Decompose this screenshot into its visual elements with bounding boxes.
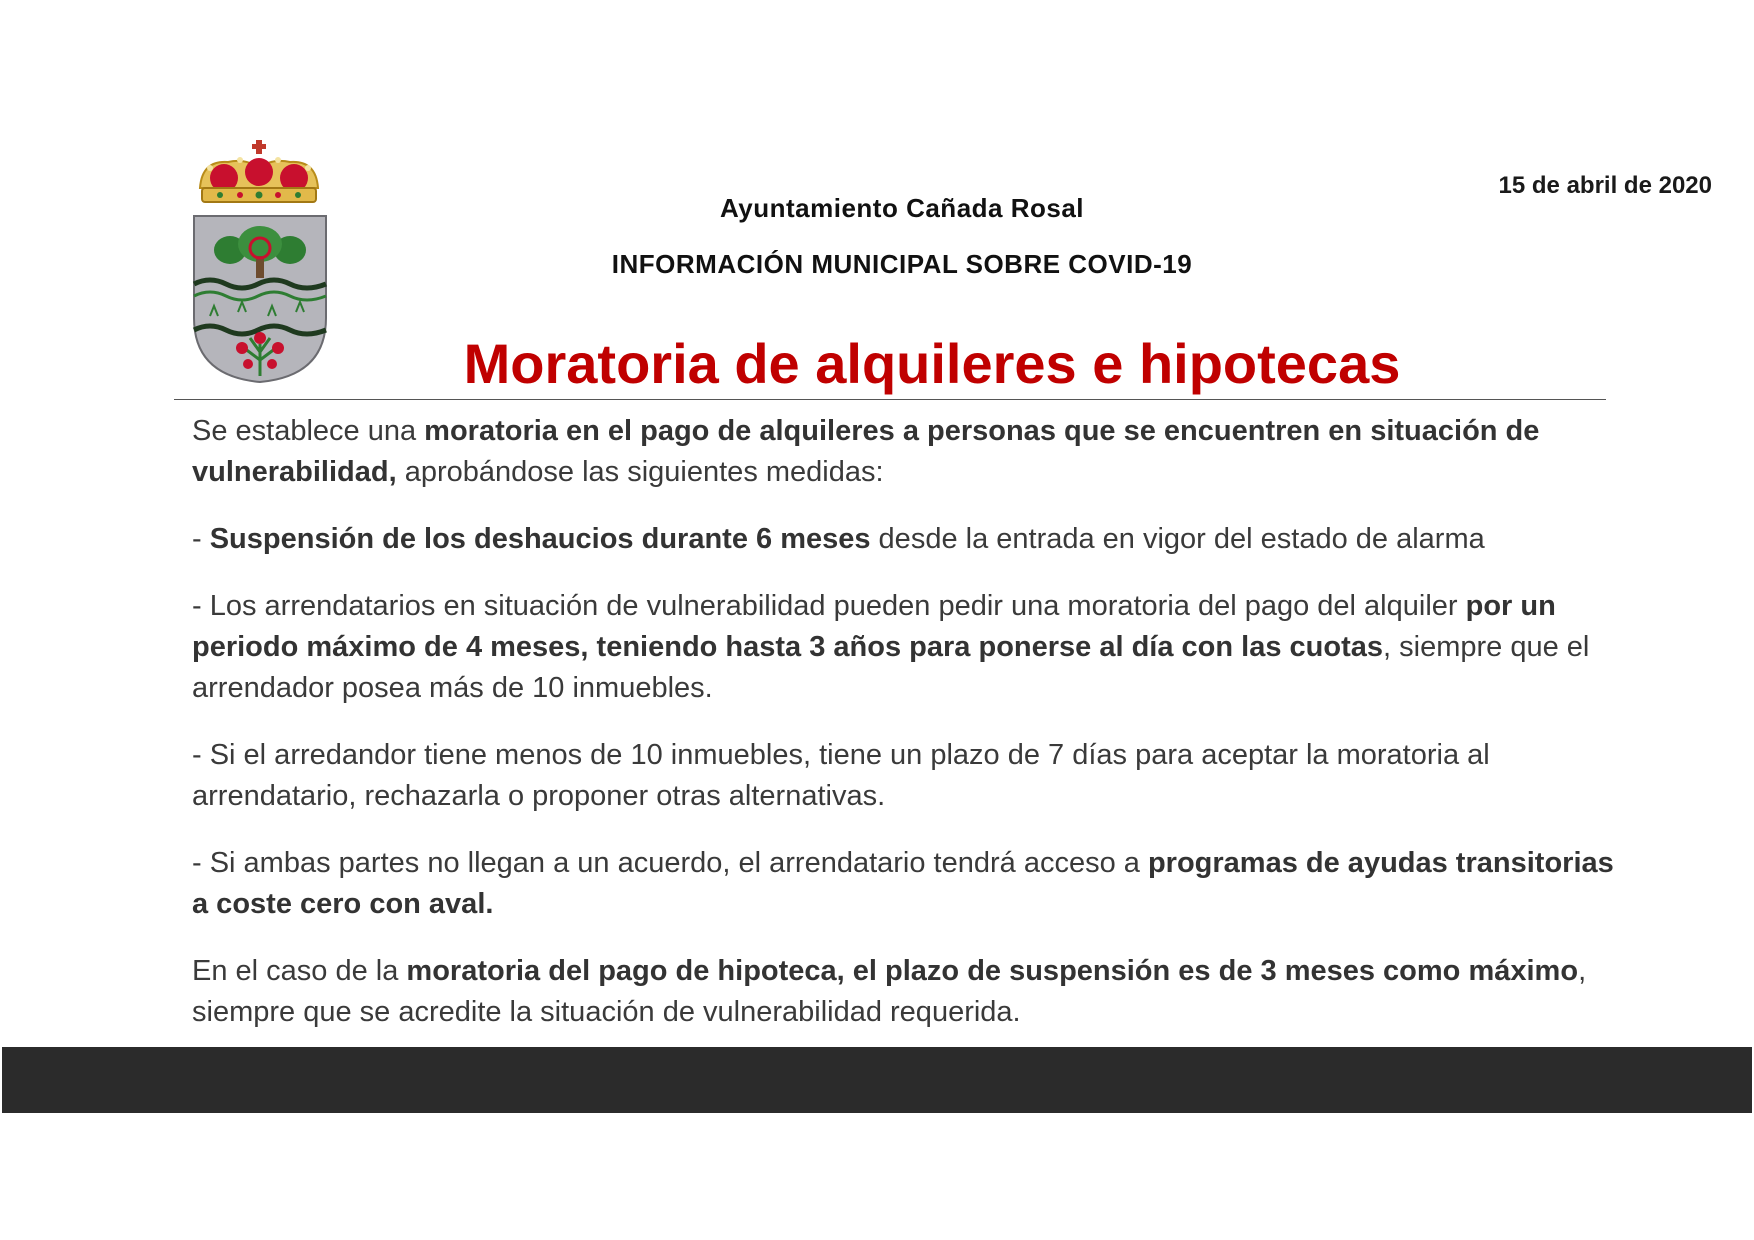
measure-rent-moratorium (192, 586, 1622, 709)
mortgage-text-1: En el caso de la (192, 955, 407, 987)
measure-eviction-text: desde la entrada en vigor del estado de alarma (870, 523, 1485, 555)
title-divider (174, 399, 1606, 400)
measure-small-landlord (192, 735, 1622, 817)
intro-text-2: aprobándose las siguientes medidas: (396, 456, 884, 488)
measure-aid-text: - Si ambas partes no llegan a un acuerdo, el arrendatario tendrá acceso a (192, 847, 1148, 879)
intro-paragraph (192, 411, 1622, 493)
measure-eviction-bold: Suspensión de los deshaucios durante 6 meses (209, 523, 871, 555)
measure-eviction-suspension (192, 519, 1622, 560)
organization-title: Ayuntamiento Cañada Rosal (719, 193, 1085, 223)
measure-eviction-prefix: - (192, 523, 210, 555)
mortgage-text-2: , siempre que se acredite la situación de vulnerabilidad requerida. (192, 955, 1587, 1028)
mortgage-paragraph (192, 951, 1622, 1033)
document-body (192, 411, 1622, 1059)
page-title: Moratoria de alquileres e hipotecas (463, 332, 1401, 395)
intro-text-1: Se establece una (192, 415, 425, 447)
measure-rent-text-1: - Los arrendatarios en situación de vulnerabilidad pueden pedir una moratoria del pago del alquiler (192, 590, 1466, 622)
measure-small-landlord-text: - Si el arredandor tiene menos de 10 inmuebles, tiene un plazo de 7 días para aceptar la moratoria al arrendatario, rechazarla o proponer otras alternativas. (192, 739, 1490, 812)
measure-aid-bold: programas de ayudas transitorias a coste cero con aval. (192, 847, 1614, 920)
measure-aid-programs (192, 843, 1622, 925)
measure-rent-bold: por un periodo máximo de 4 meses, teniendo hasta 3 años para ponerse al día con las cuotas (192, 590, 1556, 663)
intro-bold-text: moratoria en el pago de alquileres a personas que se encuentren en situación de vulnerabilidad, (192, 415, 1540, 488)
mortgage-bold: moratoria del pago de hipoteca, el plazo de suspensión es de 3 meses como máximo (406, 955, 1579, 987)
document-date: 15 de abril de 2020 (1498, 172, 1712, 199)
footer-bar (2, 1047, 1752, 1113)
info-heading: INFORMACIÓN MUNICIPAL SOBRE COVID-19 (611, 249, 1193, 279)
measure-rent-text-2: , siempre que el arrendador posea más de 10 inmuebles. (192, 631, 1590, 704)
